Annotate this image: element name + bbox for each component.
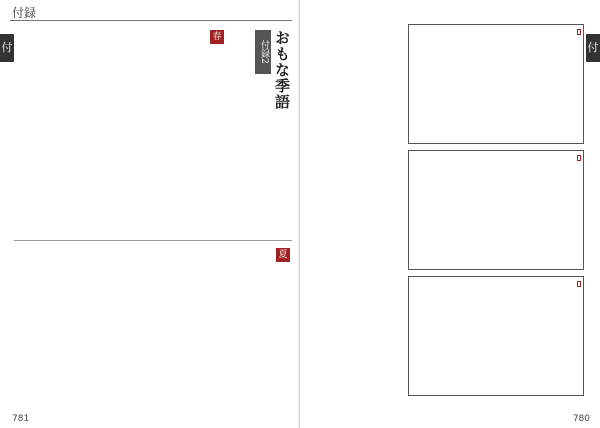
block-divider [14, 240, 292, 241]
season-marker-summer: 夏 [276, 248, 290, 262]
section-heading [255, 30, 289, 180]
appendix-side-tab: 付 [0, 34, 14, 62]
summer-block [14, 248, 290, 406]
intro-note [228, 30, 254, 170]
karuta-label [577, 29, 581, 35]
karuta-label [577, 155, 581, 161]
header-rule [10, 20, 292, 21]
karuta-label [577, 281, 581, 287]
spring-terms [14, 30, 208, 228]
section-tag: 付録2 [255, 30, 271, 74]
page-number-left: 781 [12, 414, 30, 424]
appendix-side-tab-right: 付 [586, 34, 600, 62]
page-number-right: 780 [572, 414, 590, 424]
section-title: おもな季語 [273, 30, 291, 110]
running-head: 付録 [12, 6, 37, 20]
karuta-table [408, 276, 584, 396]
karuta-table [408, 24, 584, 144]
season-marker-spring: 春 [210, 30, 224, 44]
spring-block [14, 30, 224, 230]
karuta-table [408, 150, 584, 270]
summer-terms [16, 248, 274, 404]
